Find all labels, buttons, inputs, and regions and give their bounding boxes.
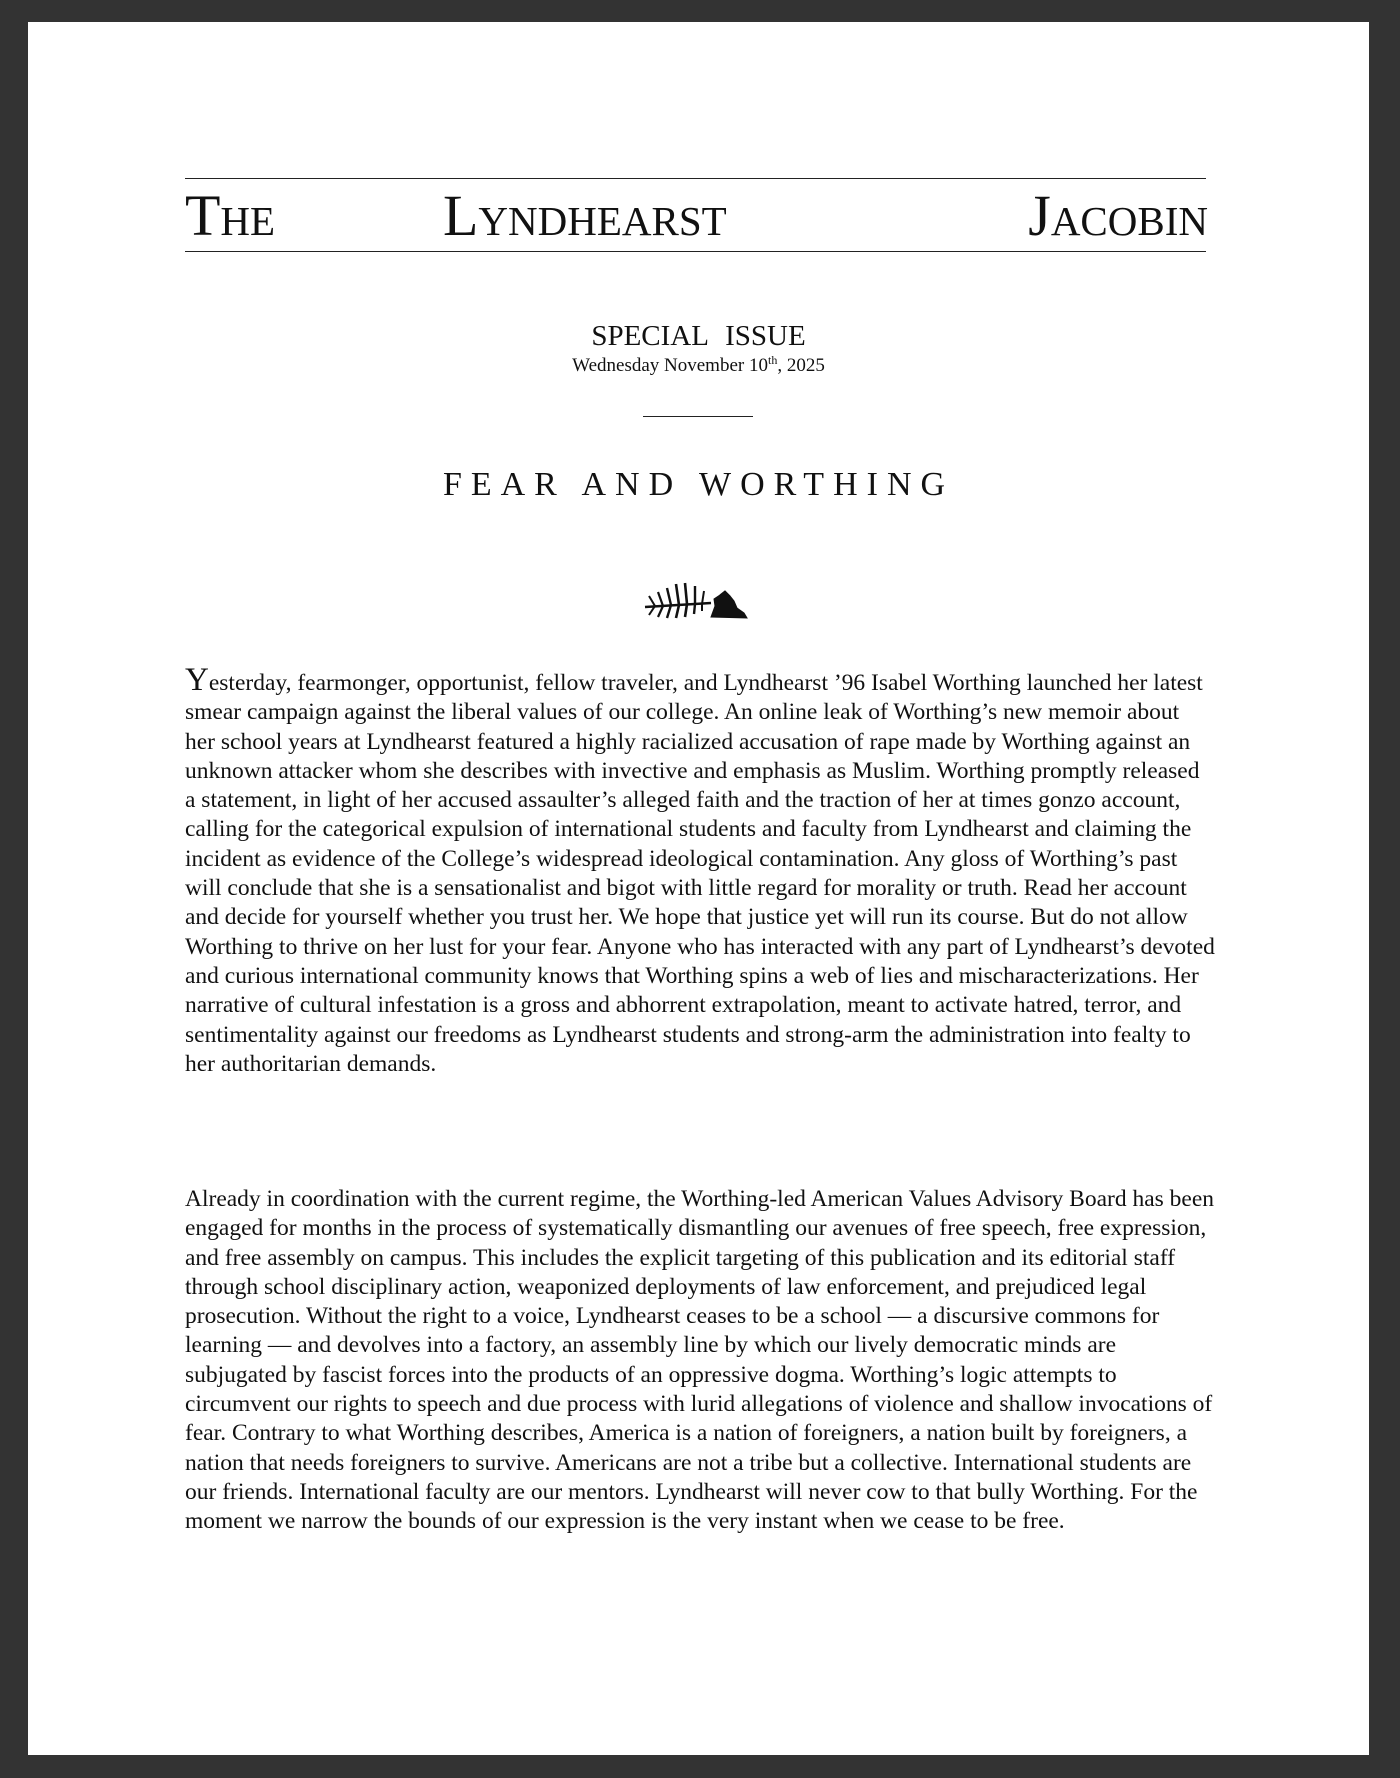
article-headline: FEAR AND WORTHING [442, 466, 955, 503]
section-divider [643, 416, 753, 417]
masthead [185, 178, 1206, 252]
masthead-word-the: The [185, 183, 276, 248]
newspaper-page [28, 22, 1369, 1755]
article-paragraph-1 [185, 662, 1215, 1079]
masthead-word-lyndhearst: Lyndhearst [443, 183, 727, 248]
issue-date-prefix: Wednesday November 10 [572, 355, 768, 376]
fern-and-stump-ornament-icon [641, 577, 759, 619]
article-paragraph-1-text: esterday, fearmonger, opportunist, fellow traveler, and Lyndhearst ’96 Isabel Worthing launched her latest smear campaign against the liberal values of our college. An online leak of Worthing’s new memoir about her school years at Lyndhearst featured a highly racialized accusation of rape made by Worthing against an unknown attacker whom she describes with invective and emphasis as Muslim. Worthing promptly released a statement, in light of her accused assaulter’s alleged faith and the traction of her at times gonzo account, calling for the categorical expulsion of international students and faculty from Lyndhearst and claiming the incident as evidence of the College’s widespread ideological contamination. Any gloss of Worthing’s past will conclude that she is a sensationalist and bigot with little regard for morality or truth. Read her account and decide for yourself whether you trust her. We hope that justice yet will run its course. But do not allow Worthing to thrive on her lust for your fear. Anyone who has interacted with any part of Lyndhearst’s devoted and curious international community knows that Worthing spins a web of lies and mischaracterizations. Her narrative of cultural infestation is a gross and abhorrent extrapolation, meant to activate hatred, terror, and sentimentality against our freedoms as Lyndhearst students and strong-arm the administration into fealty to her authoritarian demands. [185, 670, 1215, 1077]
issue-date [28, 354, 1369, 378]
issue-label: SPECIAL ISSUE [591, 320, 806, 352]
masthead-word-jacobin: Jacobin [1028, 183, 1208, 248]
article-paragraph-2: Already in coordination with the current regime, the Worthing-led American Values Advisory Board has been engaged for months in the process of systematically dismantling our avenues of free speech, free expression, and free assembly on campus. This includes the explicit targeting of this publication and its editorial staff through school disciplinary action, weaponized deployments of law enforcement, and prejudiced legal prosecution. Without the right to a voice, Lyndhearst ceases to be a school — a discursive commons for learning — and devolves into a factory, an assembly line by which our lively democratic minds are subjugated by fascist forces into the products of an oppressive dogma. Worthing’s logic attempts to circumvent our rights to speech and due process with lurid allegations of violence and shallow invocations of fear. Contrary to what Worthing describes, America is a nation of foreigners, a nation built by foreigners, a nation that needs foreigners to survive. Americans are not a tribe but a collective. International students are our friends. International faculty are our mentors. Lyndhearst will never cow to that bully Worthing. For the moment we narrow the bounds of our expression is the very instant when we cease to be free. [185, 1186, 1215, 1535]
article-initial-letter: Y [185, 662, 209, 698]
issue-date-ordinal: th [767, 353, 778, 367]
issue-date-suffix: , 2025 [777, 355, 825, 376]
